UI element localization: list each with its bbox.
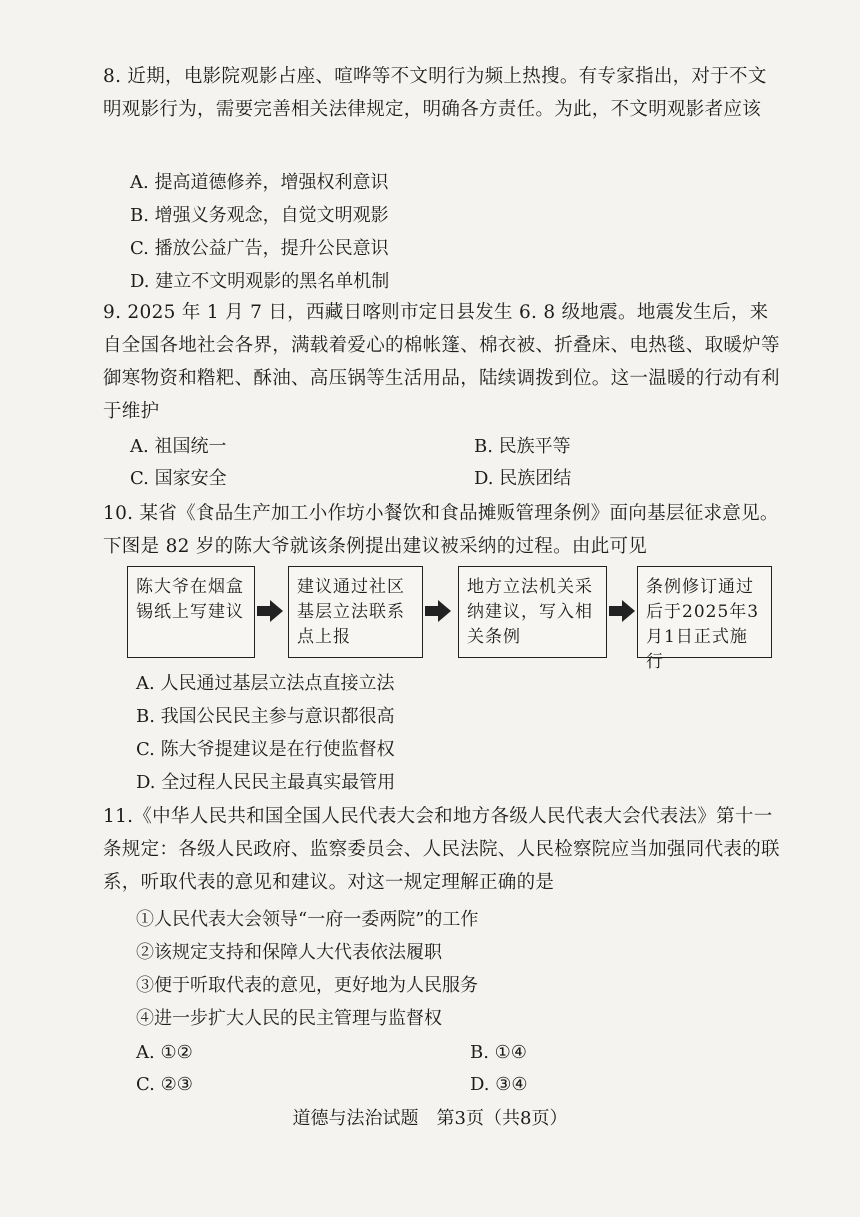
- process-flowchart: [127, 566, 772, 672]
- option-8c: C. 播放公益广告，提升公民意识: [130, 238, 389, 259]
- option-9d: D. 民族团结: [474, 468, 572, 489]
- option-8d: D. 建立不文明观影的黑名单机制: [130, 271, 390, 292]
- option-10a: A. 人民通过基层立法点直接立法: [136, 673, 395, 694]
- option-8b: B. 增强义务观念，自觉文明观影: [130, 205, 389, 226]
- flow-step-4: 条例修订通过后于2025年3月1日正式施行: [637, 566, 772, 658]
- option-10c: C. 陈大爷提建议是在行使监督权: [136, 739, 395, 760]
- option-8a: A. 提高道德修养，增强权利意识: [130, 172, 389, 193]
- question-9-stem: 9. 2025 年 1 月 7 日，西藏日喀则市定日县发生 6. 8 级地震。地震发生后，来自全国各地社会各界，满载着爱心的棉帐篷、棉衣被、折叠床、电热毯、取暖炉等御寒物资和糌粑、酥油、高压锅等生活用品，陆续调拨到位。这一温暖的行动有利于维护: [103, 302, 780, 422]
- option-10b: B. 我国公民民主参与意识都很高: [136, 706, 395, 727]
- question-10: [103, 497, 783, 563]
- flow-step-2: 建议通过社区基层立法联系点上报: [288, 566, 423, 658]
- statement-2: ②该规定支持和保障人大代表依法履职: [136, 942, 442, 963]
- option-9b: B. 民族平等: [474, 436, 571, 457]
- option-9a: A. 祖国统一: [130, 436, 227, 457]
- question-10-stem: 10. 某省《食品生产加工小作坊小餐饮和食品摊贩管理条例》面向基层征求意见。下图是 82 岁的陈大爷就该条例提出建议被采纳的过程。由此可见: [103, 503, 779, 557]
- statement-4: ④进一步扩大人民的民主管理与监督权: [136, 1008, 442, 1029]
- question-8-stem: 8. 近期，电影院观影占座、喧哗等不文明行为频上热搜。有专家指出，对于不文明观影行为，需要完善相关法律规定，明确各方责任。为此，不文明观影者应该: [103, 66, 767, 120]
- question-11: [103, 800, 783, 899]
- flow-step-3: 地方立法机关采纳建议，写入相关条例: [458, 566, 607, 658]
- option-10d: D. 全过程人民民主最真实最管用: [136, 772, 396, 793]
- arrow-right-icon: [425, 600, 451, 622]
- option-11b: B. ①④: [470, 1042, 527, 1063]
- option-11d: D. ③④: [470, 1074, 528, 1095]
- statement-1: ①人民代表大会领导“一府一委两院”的工作: [136, 909, 479, 930]
- arrow-right-icon: [257, 600, 283, 622]
- option-11a: A. ①②: [136, 1042, 193, 1063]
- flow-step-1: 陈大爷在烟盒锡纸上写建议: [127, 566, 255, 658]
- option-11c: C. ②③: [136, 1074, 193, 1095]
- question-11-stem: 11.《中华人民共和国全国人民代表大会和地方各级人民代表大会代表法》第十一条规定：各级人民政府、监察委员会、人民法院、人民检察院应当加强同代表的联系，听取代表的意见和建议。对这一规定理解正确的是: [103, 806, 780, 893]
- question-9: [103, 296, 783, 428]
- question-8: [103, 60, 783, 126]
- statement-3: ③便于听取代表的意见，更好地为人民服务: [136, 975, 478, 996]
- arrow-right-icon: [609, 600, 635, 622]
- page-footer: 道德与法治试题 第3页（共8页）: [292, 1108, 568, 1129]
- option-9c: C. 国家安全: [130, 468, 227, 489]
